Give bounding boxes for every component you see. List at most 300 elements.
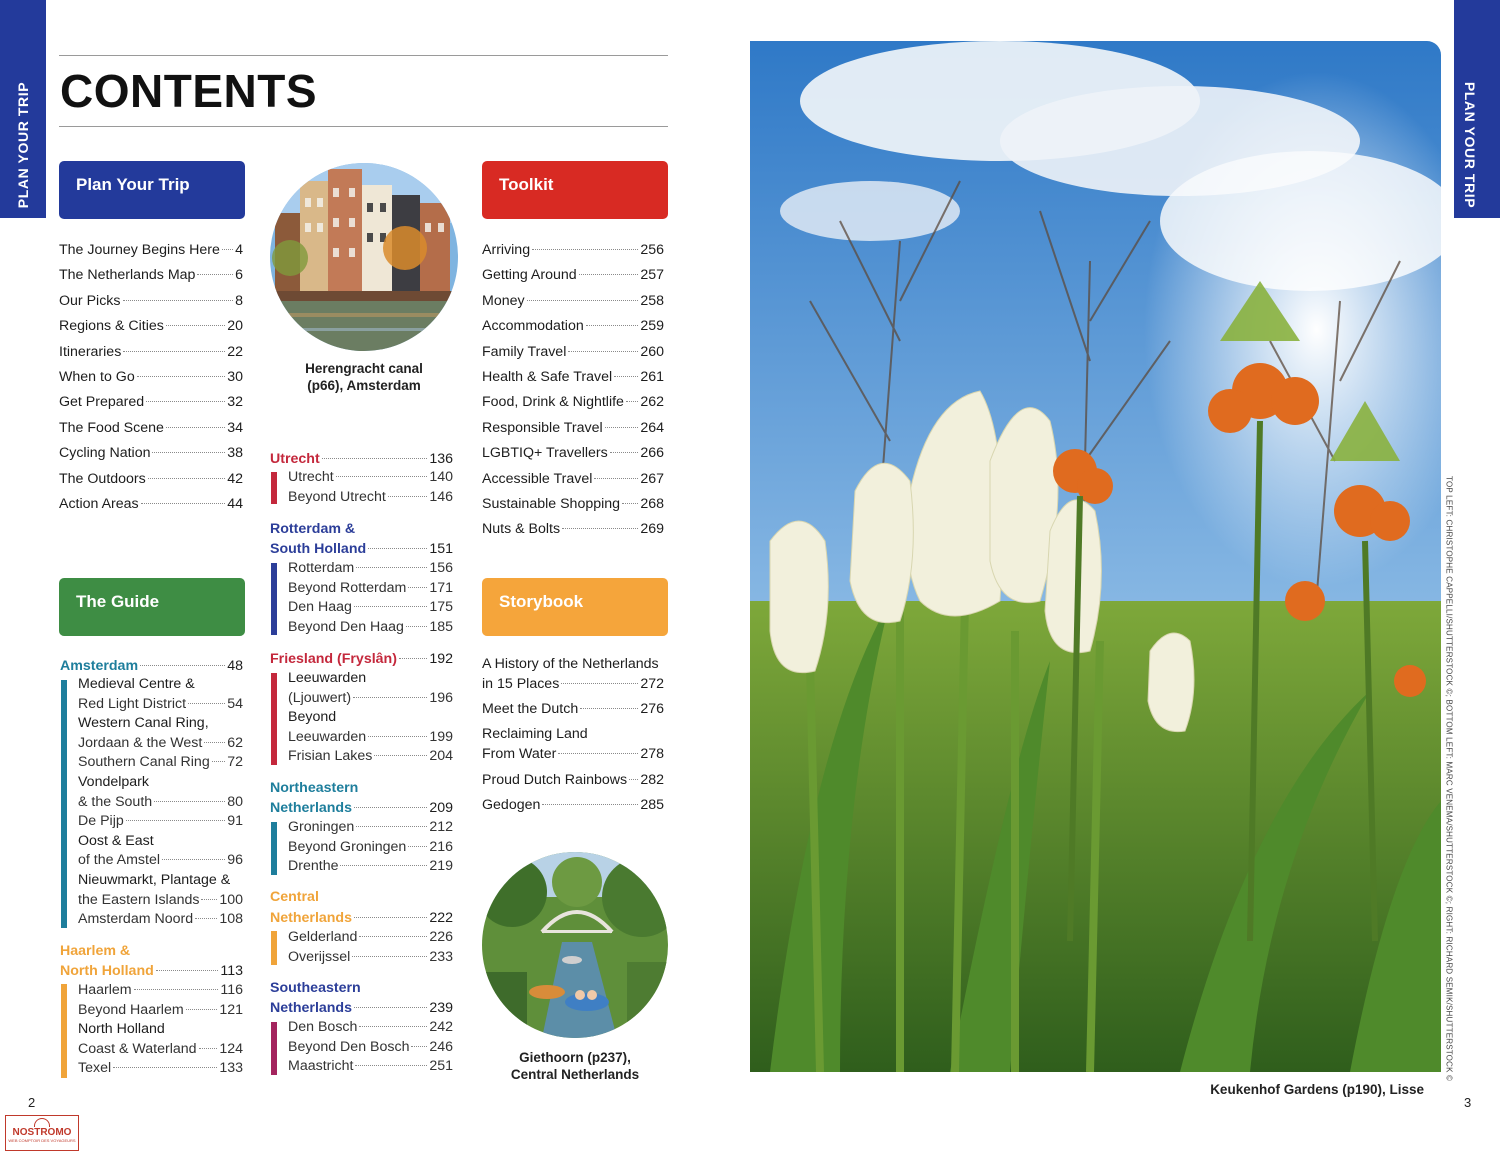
northeastern-sub-item-0[interactable]: [288, 818, 453, 838]
toc-label: Rotterdam: [288, 560, 355, 576]
toc-label: The Food Scene: [59, 419, 164, 436]
toc-page: 269: [640, 521, 664, 538]
toc-page: 251: [429, 1058, 453, 1075]
region-color-bar-southeastern: [271, 1022, 277, 1075]
toc-label: The Netherlands Map: [59, 267, 196, 284]
toc-label: Family Travel: [482, 343, 567, 360]
toc-item-plan-10[interactable]: [59, 494, 243, 514]
leader-dots: [579, 274, 639, 275]
toc-label: South Holland: [270, 541, 367, 557]
leader-dots: [195, 918, 217, 919]
toc-page: 196: [429, 689, 453, 706]
leader-dots: [126, 820, 225, 821]
toc-item-toolkit-0[interactable]: [482, 240, 664, 260]
toc-item-toolkit-9[interactable]: [482, 469, 664, 489]
toc-label: Regions & Cities: [59, 318, 164, 335]
toc-item-toolkit-3[interactable]: [482, 316, 664, 336]
toc-label: Beyond Haarlem: [78, 1001, 184, 1018]
leader-dots: [614, 376, 638, 377]
leader-dots: [354, 1007, 427, 1008]
toc-region-haarlem-line1[interactable]: Haarlem &: [60, 943, 131, 959]
leader-dots: [162, 859, 225, 860]
amsterdam-sub-item-7[interactable]: [78, 812, 243, 832]
leader-dots: [388, 496, 428, 497]
toc-region-amsterdam[interactable]: [60, 656, 243, 676]
leader-dots: [527, 300, 639, 301]
side-tab-right[interactable]: [1454, 0, 1500, 218]
page-number-right: 3: [1464, 1095, 1472, 1110]
section-header-toolkit[interactable]: Toolkit: [482, 161, 668, 219]
toc-page: 259: [640, 318, 664, 335]
leader-dots: [408, 587, 427, 588]
region-color-bar-northeastern: [271, 822, 277, 875]
leader-dots: [353, 697, 427, 698]
leader-dots: [355, 1065, 427, 1066]
storybook-rainbows[interactable]: [482, 770, 664, 790]
leader-dots: [354, 807, 427, 808]
toc-item-toolkit-2[interactable]: [482, 291, 664, 311]
toc-page: 222: [429, 910, 453, 926]
tulips-illustration: [750, 41, 1441, 1072]
toc-label: Netherlands: [270, 910, 352, 926]
friesland-sub-item-0[interactable]: Leeuwarden: [288, 670, 367, 686]
toc-label: (Ljouwert): [288, 689, 352, 706]
toc-page: 199: [429, 728, 453, 745]
storybook-dutch[interactable]: [482, 699, 664, 719]
toc-region-rotterdam[interactable]: [270, 539, 453, 559]
leader-dots: [146, 401, 225, 402]
leader-dots: [201, 899, 217, 900]
toc-label: Money: [482, 292, 525, 309]
keukenhof-caption: Keukenhof Gardens (p190), Lisse: [1210, 1082, 1424, 1097]
toc-label: Jordaan & the West: [78, 734, 203, 751]
toc-label: Arriving: [482, 242, 531, 258]
friesland-sub-item-4[interactable]: [288, 747, 453, 767]
toc-label: Meet the Dutch: [482, 701, 579, 717]
toc-page: 8: [235, 292, 243, 309]
toc-page: 133: [219, 1060, 243, 1077]
southeastern-sub-item-0[interactable]: [288, 1018, 453, 1038]
region-color-bar-haarlem: [61, 984, 67, 1078]
toc-page: 22: [227, 343, 243, 360]
toc-label: Beyond Groningen: [288, 838, 407, 855]
toc-label: Beyond Den Haag: [288, 618, 404, 635]
giethoorn-photo: [482, 852, 668, 1038]
leader-dots: [408, 846, 427, 847]
toc-item-toolkit-11[interactable]: [482, 519, 664, 539]
toc-label: Accommodation: [482, 318, 584, 335]
leader-dots: [166, 427, 225, 428]
storybook-gedogen[interactable]: [482, 795, 664, 815]
toc-page: 216: [429, 838, 453, 855]
toc-page: 282: [640, 772, 664, 788]
toc-page: 124: [219, 1040, 243, 1057]
toc-label: Responsible Travel: [482, 419, 603, 436]
canal-houses-illustration: [270, 163, 458, 351]
haarlem-sub-item-4[interactable]: [78, 1059, 243, 1079]
leader-dots: [406, 626, 427, 627]
friesland-sub-item-2[interactable]: Beyond: [288, 709, 337, 726]
caption-line-1: Giethoorn (p237),: [519, 1050, 631, 1065]
leader-dots: [352, 956, 427, 957]
leader-dots: [154, 801, 225, 802]
toc-page: 272: [640, 676, 664, 692]
leader-dots: [140, 665, 225, 666]
haarlem-sub-item-1[interactable]: [78, 1001, 243, 1021]
toc-page: 96: [227, 852, 243, 869]
side-tab-left[interactable]: [0, 0, 46, 218]
toc-item-toolkit-6[interactable]: [482, 392, 664, 412]
leader-dots: [354, 606, 427, 607]
leader-dots: [629, 779, 638, 780]
section-header-storybook[interactable]: Storybook: [482, 578, 668, 636]
leader-dots: [199, 1048, 218, 1049]
leader-dots: [368, 736, 427, 737]
toc-region-southeastern-line1[interactable]: Southeastern: [270, 980, 361, 996]
amsterdam-sub-item-9[interactable]: [78, 851, 243, 871]
toc-item-plan-0[interactable]: [59, 240, 243, 260]
region-color-bar-friesland: [271, 673, 277, 765]
toc-label: the Eastern Islands: [78, 891, 200, 908]
toc-page: 156: [429, 560, 453, 576]
toc-label: De Pijp: [78, 813, 124, 830]
toc-item-plan-5[interactable]: [59, 367, 243, 387]
toc-page: 42: [227, 470, 243, 487]
logo-globe-icon: [34, 1118, 50, 1127]
leader-dots: [212, 761, 226, 762]
toc-label: Overijssel: [288, 948, 351, 965]
nostromo-logo[interactable]: [5, 1115, 79, 1151]
toc-region-northeastern[interactable]: [270, 798, 453, 818]
leader-dots: [156, 970, 219, 971]
amsterdam-sub-item-8[interactable]: Oost & East: [78, 832, 154, 849]
leader-dots: [188, 703, 225, 704]
toc-region-haarlem[interactable]: [60, 961, 243, 981]
toc-page: 38: [227, 445, 243, 462]
side-tab-right-label: PLAN YOUR TRIP: [1462, 81, 1478, 209]
toc-item-toolkit-5[interactable]: [482, 367, 664, 387]
leader-dots: [605, 427, 639, 428]
toc-page: 226: [429, 929, 453, 945]
storybook-reclaim-line1[interactable]: Reclaiming Land: [482, 726, 588, 742]
toc-page: 257: [640, 267, 664, 284]
toc-label: Netherlands: [270, 800, 352, 816]
toc-page: 209: [429, 800, 453, 816]
leader-dots: [359, 936, 427, 937]
utrecht-sub-item-0[interactable]: [288, 468, 453, 488]
toc-page: 268: [640, 496, 664, 512]
region-color-bar-amsterdam: [61, 680, 67, 928]
leader-dots: [197, 274, 233, 275]
storybook-history-line1[interactable]: A History of the Netherlands: [482, 656, 659, 672]
toc-label: Gelderland: [288, 929, 358, 945]
toc-page: 32: [227, 394, 243, 411]
amsterdam-sub-item-6[interactable]: [78, 793, 243, 813]
toc-label: Utrecht: [270, 451, 320, 467]
leader-dots: [356, 567, 427, 568]
toc-page: 171: [429, 579, 453, 596]
northeastern-sub-item-2[interactable]: [288, 857, 453, 877]
region-color-bar-utrecht: [271, 472, 277, 504]
toc-page: 192: [429, 651, 453, 667]
toc-page: 54: [227, 695, 243, 712]
amsterdam-sub-item-4[interactable]: [78, 753, 243, 773]
toc-region-southeastern[interactable]: [270, 998, 453, 1018]
leader-dots: [399, 658, 427, 659]
leader-dots: [580, 708, 638, 709]
toc-page: 100: [219, 891, 243, 908]
keukenhof-photo: [750, 41, 1441, 1072]
toc-page: 151: [429, 541, 453, 557]
toc-label: Accessible Travel: [482, 470, 593, 487]
toc-label: Itineraries: [59, 343, 122, 360]
toc-label: Sustainable Shopping: [482, 496, 621, 512]
toc-label: Coast & Waterland: [78, 1040, 197, 1057]
amsterdam-sub-item-12[interactable]: [78, 910, 243, 930]
toc-label: Den Bosch: [288, 1019, 358, 1035]
southeastern-sub-item-2[interactable]: [288, 1057, 453, 1077]
toc-page: 258: [640, 292, 664, 309]
rotterdam-sub-item-2[interactable]: [288, 598, 453, 618]
toc-label: of the Amstel: [78, 852, 161, 869]
leader-dots: [411, 1046, 427, 1047]
leader-dots: [148, 478, 225, 479]
leader-dots: [354, 917, 427, 918]
toc-page: 278: [640, 746, 664, 762]
leader-dots: [622, 503, 638, 504]
storybook-reclaim[interactable]: [482, 744, 664, 764]
utrecht-sub-item-1[interactable]: [288, 488, 453, 508]
toc-label: Leeuwarden: [288, 728, 367, 745]
toc-page: 108: [219, 911, 243, 928]
leader-dots: [336, 476, 428, 477]
section-header-the-guide[interactable]: The Guide: [59, 578, 245, 636]
toc-label: When to Go: [59, 369, 135, 385]
leader-dots: [166, 325, 225, 326]
northeastern-sub-item-1[interactable]: [288, 838, 453, 858]
section-header-plan-your-trip[interactable]: Plan Your Trip: [59, 161, 245, 219]
toc-page: 140: [429, 469, 453, 485]
leader-dots: [359, 1026, 427, 1027]
region-page: 48: [227, 658, 243, 674]
toc-region-utrecht[interactable]: [270, 449, 453, 469]
giethoorn-canal-illustration: [482, 852, 668, 1038]
friesland-sub-item-1[interactable]: [288, 689, 453, 709]
toc-page: 175: [429, 599, 453, 616]
leader-dots: [562, 528, 638, 529]
toc-page: 233: [429, 948, 453, 965]
toc-label: Health & Safe Travel: [482, 369, 613, 385]
central-sub-item-0[interactable]: [288, 928, 453, 948]
toc-page: 262: [640, 394, 664, 411]
caption-line-2: Central Netherlands: [510, 1067, 640, 1082]
southeastern-sub-item-1[interactable]: [288, 1038, 453, 1058]
toc-page: 261: [640, 369, 664, 385]
toc-page: 6: [235, 267, 243, 284]
toc-label: Groningen: [288, 819, 355, 835]
toc-page: 256: [640, 242, 664, 258]
toc-item-plan-3[interactable]: [59, 316, 243, 336]
toc-page: 242: [429, 1019, 453, 1035]
toc-label: Drenthe: [288, 858, 339, 875]
leader-dots: [204, 742, 225, 743]
region-label: North Holland: [60, 963, 154, 979]
leader-dots: [141, 503, 226, 504]
toc-label: Proud Dutch Rainbows: [482, 772, 628, 788]
toc-item-plan-8[interactable]: [59, 443, 243, 463]
amsterdam-sub-item-5[interactable]: Vondelpark: [78, 774, 149, 790]
toc-page: 44: [227, 496, 243, 512]
toc-item-plan-7[interactable]: [59, 418, 243, 438]
leader-dots: [123, 351, 225, 352]
toc-item-plan-6[interactable]: [59, 392, 243, 412]
rotterdam-sub-item-3[interactable]: [288, 618, 453, 638]
herengracht-caption: [270, 360, 458, 394]
haarlem-sub-item-0[interactable]: [78, 981, 243, 1001]
toc-label: Food, Drink & Nightlife: [482, 394, 624, 411]
toc-label: The Outdoors: [59, 470, 146, 487]
region-color-bar-rotterdam: [271, 563, 277, 635]
toc-label: Netherlands: [270, 1000, 352, 1016]
leader-dots: [134, 989, 219, 990]
region-color-bar-central: [271, 931, 277, 965]
title-rule-top: [59, 55, 668, 56]
leader-dots: [123, 300, 234, 301]
leader-dots: [586, 325, 639, 326]
leader-dots: [542, 804, 638, 805]
leader-dots: [322, 458, 428, 459]
rotterdam-sub-item-1[interactable]: [288, 579, 453, 599]
toc-label: Maastricht: [288, 1058, 354, 1075]
toc-page: 20: [227, 318, 243, 335]
amsterdam-sub-item-2[interactable]: Western Canal Ring,: [78, 715, 209, 732]
toc-label: Red Light District: [78, 695, 187, 712]
amsterdam-sub-item-3[interactable]: [78, 734, 243, 754]
photo-credit: TOP LEFT: CHRISTOPHE CAPPELLI/SHUTTERSTOCK ©; BOTTOM LEFT: MARC VENEMA/SHUTTERSTOCK ©; RIGHT: RICHARD SEMIK/SHUTTERSTOCK ©: [1444, 476, 1454, 1082]
amsterdam-sub-item-0[interactable]: Medieval Centre &: [78, 676, 195, 692]
leader-dots: [368, 548, 427, 549]
toc-item-toolkit-10[interactable]: [482, 494, 664, 514]
toc-page: 34: [227, 419, 243, 436]
toc-label: & the South: [78, 793, 153, 810]
leader-dots: [186, 1009, 218, 1010]
toc-page: 285: [640, 797, 664, 813]
toc-page: 30: [227, 369, 243, 385]
toc-page: 276: [640, 701, 664, 717]
toc-region-rotterdam-line1[interactable]: Rotterdam &: [270, 521, 356, 537]
page-title: CONTENTS: [60, 65, 317, 117]
side-tab-left-label: PLAN YOUR TRIP: [15, 81, 31, 209]
toc-page: 246: [429, 1038, 453, 1055]
leader-dots: [610, 452, 639, 453]
toc-page: 136: [429, 451, 453, 467]
toc-region-central[interactable]: [270, 908, 453, 928]
toc-page: 212: [429, 819, 453, 835]
toc-page: 116: [220, 982, 243, 998]
toc-label: Cycling Nation: [59, 445, 151, 462]
toc-region-central-line1[interactable]: Central: [270, 889, 319, 905]
toc-page: 4: [235, 242, 243, 258]
leader-dots: [626, 401, 638, 402]
toc-item-plan-4[interactable]: [59, 342, 243, 362]
toc-item-toolkit-4[interactable]: [482, 342, 664, 362]
page-number-left: 2: [28, 1095, 36, 1110]
toc-label: Beyond Den Bosch: [288, 1038, 410, 1055]
central-sub-item-1[interactable]: [288, 948, 453, 968]
title-rule-bottom: [59, 126, 668, 127]
toc-item-toolkit-7[interactable]: [482, 418, 664, 438]
toc-page: 204: [429, 748, 453, 765]
toc-page: 260: [640, 343, 664, 360]
toc-page: 185: [429, 618, 453, 635]
toc-region-friesland[interactable]: [270, 649, 453, 669]
herengracht-canal-photo: [270, 163, 458, 351]
leader-dots: [356, 826, 427, 827]
toc-label: Getting Around: [482, 267, 577, 284]
amsterdam-sub-item-1[interactable]: [78, 695, 243, 715]
toc-item-toolkit-8[interactable]: [482, 443, 664, 463]
toc-page: 267: [640, 470, 664, 487]
region-label: Amsterdam: [60, 658, 139, 674]
rotterdam-sub-item-0[interactable]: [288, 559, 453, 579]
toc-region-northeastern-line1[interactable]: Northeastern: [270, 780, 359, 796]
toc-label: Gedogen: [482, 797, 541, 813]
toc-item-plan-1[interactable]: [59, 265, 243, 285]
logo-text: NOSTROMO: [12, 1127, 72, 1138]
toc-label: Action Areas: [59, 496, 139, 512]
toc-label: Frisian Lakes: [288, 748, 373, 765]
toc-label: Den Haag: [288, 599, 352, 616]
toc-label: Amsterdam Noord: [78, 911, 194, 928]
toc-item-plan-9[interactable]: [59, 469, 243, 489]
leader-dots: [222, 249, 233, 250]
leader-dots: [152, 452, 225, 453]
toc-page: 91: [227, 813, 243, 830]
toc-label: Texel: [78, 1060, 112, 1077]
toc-label: From Water: [482, 746, 557, 762]
haarlem-sub-item-3[interactable]: [78, 1040, 243, 1060]
toc-label: Friesland (Fryslân): [270, 651, 397, 667]
leader-dots: [374, 755, 427, 756]
leader-dots: [137, 376, 226, 377]
caption-line-2: (p66), Amsterdam: [307, 378, 421, 393]
toc-label: Our Picks: [59, 292, 121, 309]
leader-dots: [558, 753, 638, 754]
toc-label: Get Prepared: [59, 394, 145, 411]
toc-page: 72: [227, 754, 243, 771]
logo-subtext: WEB COMPTOIR DES VOYAGEURS: [8, 1138, 76, 1143]
friesland-sub-item-3[interactable]: [288, 728, 453, 748]
toc-label: Haarlem: [78, 982, 132, 998]
toc-page: 121: [219, 1001, 243, 1018]
toc-label: LGBTIQ+ Travellers: [482, 445, 608, 462]
storybook-history[interactable]: [482, 674, 664, 694]
toc-page: 239: [429, 1000, 453, 1016]
toc-item-toolkit-1[interactable]: [482, 265, 664, 285]
haarlem-sub-item-2[interactable]: North Holland: [78, 1021, 165, 1038]
toc-page: 80: [227, 793, 243, 810]
toc-page: 266: [640, 445, 664, 462]
toc-label: Nuts & Bolts: [482, 521, 561, 538]
amsterdam-sub-item-11[interactable]: [78, 891, 243, 911]
toc-label: Utrecht: [288, 469, 334, 485]
toc-item-plan-2[interactable]: [59, 291, 243, 311]
amsterdam-sub-item-10[interactable]: Nieuwmarkt, Plantage &: [78, 872, 231, 888]
leader-dots: [594, 478, 638, 479]
toc-label: The Journey Begins Here: [59, 242, 220, 258]
giethoorn-caption: [482, 1049, 668, 1083]
leader-dots: [568, 351, 638, 352]
